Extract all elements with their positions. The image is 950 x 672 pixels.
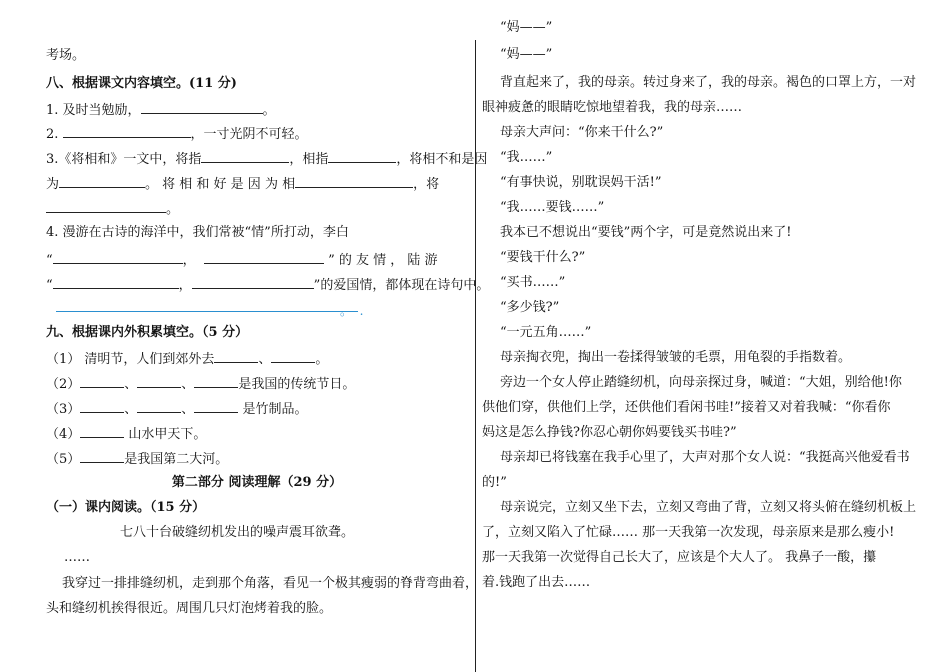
q4-line-1: 4. 漫游在古诗的海洋中，我们常被“情”所打动，李白 bbox=[46, 225, 349, 240]
blank[interactable] bbox=[137, 400, 181, 413]
q3-line-2: 为 。 将 相 和 好 是 因 为 相 ，将 bbox=[46, 177, 440, 192]
text-line: 眼神疲惫的眼睛吃惊地望着我，我的母亲…… bbox=[482, 100, 743, 115]
blank[interactable] bbox=[46, 200, 166, 213]
text-line: “要钱干什么?” bbox=[500, 250, 586, 265]
text-line: “多少钱?” bbox=[500, 300, 560, 315]
blank[interactable] bbox=[201, 150, 289, 163]
blank[interactable] bbox=[137, 375, 181, 388]
q3-line-1: 3.《将相和》一文中，将指 ，相指 ，将相不和是因 bbox=[46, 152, 488, 167]
text-line: 母亲大声问：“你来干什么?” bbox=[500, 125, 664, 140]
text-line: “妈——” bbox=[500, 47, 553, 62]
text-line: “我……要钱……” bbox=[500, 200, 605, 215]
q3-line-3: 。 bbox=[46, 200, 179, 218]
blank[interactable] bbox=[204, 251, 324, 264]
left-column bbox=[46, 0, 490, 672]
text-line: 妈这是怎么挣钱?你忍心朝你妈要钱买书哇?” bbox=[482, 425, 737, 440]
text-line: 母亲掏衣兜，掏出一卷揉得皱皱的毛票，用龟裂的手指数着。 bbox=[500, 350, 852, 365]
ellipsis: …… bbox=[64, 550, 90, 565]
text-line: 母亲却已将钱塞在我手心里了，大声对那个女人说：“我挺高兴他爱看书 bbox=[500, 450, 910, 465]
blank[interactable] bbox=[214, 350, 258, 363]
text-line: 着.钱跑了出去…… bbox=[482, 575, 591, 590]
blank[interactable] bbox=[194, 400, 238, 413]
answer-line-marks: 。 . bbox=[340, 304, 364, 318]
s9-item-2: （2） 、 、 是我国的传统节日。 bbox=[46, 377, 356, 392]
text-line: “一元五角……” bbox=[500, 325, 592, 340]
q4-line-3: “ ， ”的爱国情，都体现在诗句中。 bbox=[46, 278, 490, 293]
intro-text: 考场。 bbox=[46, 48, 86, 63]
q2-line: 2. ，一寸光阴不可轻。 bbox=[46, 127, 308, 142]
blank[interactable] bbox=[63, 125, 191, 138]
q4-line-2: “ ， ” 的 友 情 ， 陆 游 bbox=[46, 253, 438, 268]
text-line: 的!” bbox=[482, 475, 507, 490]
blank[interactable] bbox=[80, 375, 124, 388]
reading-paragraph-2-line-2: 头和缝纫机挨得很近。周围几只灯泡烤着我的脸。 bbox=[46, 601, 333, 616]
text-line: “我……” bbox=[500, 150, 553, 165]
blank[interactable] bbox=[80, 425, 124, 438]
answer-line[interactable] bbox=[56, 311, 358, 312]
text-line: 背直起来了，我的母亲。转过身来了，我的母亲。褐色的口罩上方，一对 bbox=[500, 75, 917, 90]
blank[interactable] bbox=[295, 175, 413, 188]
text-line: 那一天我第一次觉得自己长大了，应该是个大人了。 我鼻子一酸，攥 bbox=[482, 550, 877, 565]
blank[interactable] bbox=[271, 350, 315, 363]
text-line: 旁边一个女人停止踏缝纫机，向母亲探过身，喊道：“大姐，别给他!你 bbox=[500, 375, 902, 390]
text-line: “妈——” bbox=[500, 20, 553, 35]
text-line: 母亲说完，立刻又坐下去，立刻又弯曲了背，立刻又将头俯在缝纫机板上 bbox=[500, 500, 917, 515]
q1-line: 1. 及时当勉励， 。 bbox=[46, 103, 276, 118]
text-line: 供他们穿，供他们上学，还供他们看闲书哇!”接着又对着我喊：“你看你 bbox=[482, 400, 891, 415]
blank[interactable] bbox=[194, 375, 238, 388]
right-column bbox=[482, 0, 917, 672]
reading-paragraph-1: 七八十台破缝纫机发出的噪声震耳欲聋。 bbox=[120, 525, 355, 540]
s9-item-3: （3） 、 、 是竹制品。 bbox=[46, 402, 308, 417]
blank[interactable] bbox=[141, 101, 263, 114]
section-8-heading: 八、根据课文内容填空。(11 分) bbox=[46, 76, 237, 91]
subsection-1-heading: （一）课内阅读。（15 分） bbox=[46, 500, 206, 515]
text-line: 了，立刻又陷入了忙碌…… 那一天我第一次发现，母亲原来是那么瘦小! bbox=[482, 525, 895, 540]
blank[interactable] bbox=[53, 251, 183, 264]
blank[interactable] bbox=[59, 175, 145, 188]
text-line: 我本已不想说出“要钱”两个字，可是竟然说出来了! bbox=[500, 225, 792, 240]
reading-paragraph-2-line-1: 我穿过一排排缝纫机，走到那个角落，看见一个极其瘦弱的脊背弯曲着， bbox=[62, 576, 479, 591]
blank[interactable] bbox=[328, 150, 396, 163]
text-line: “买书……” bbox=[500, 275, 566, 290]
section-9-heading: 九、根据课内外积累填空。（5 分） bbox=[46, 325, 249, 340]
s9-item-1: （1） 清明节，人们到郊外去 、 。 bbox=[46, 352, 329, 367]
blank[interactable] bbox=[53, 276, 179, 289]
blank[interactable] bbox=[80, 400, 124, 413]
part-2-heading: 第二部分 阅读理解（29 分） bbox=[171, 475, 343, 490]
blank[interactable] bbox=[80, 450, 124, 463]
text-line: “有事快说，别耽误妈干活!” bbox=[500, 175, 662, 190]
s9-item-5: （5） 是我国第二大河。 bbox=[46, 452, 229, 467]
blank[interactable] bbox=[192, 276, 314, 289]
s9-item-4: （4） 山水甲天下。 bbox=[46, 427, 207, 442]
